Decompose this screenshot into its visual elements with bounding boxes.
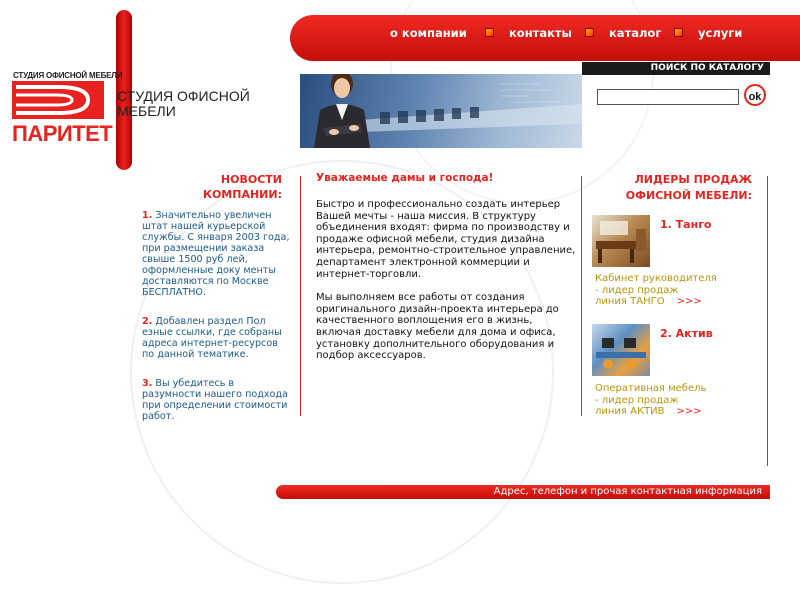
news-number: 2. [142,316,153,327]
nav-bullet-icon [585,28,594,37]
product-desc-line: Кабинет руководителя [595,273,717,284]
nav-item-catalog[interactable]: каталог [609,26,662,40]
more-link[interactable]: >>> [676,296,702,307]
search-input[interactable] [597,89,739,105]
news-title-line1: НОВОСТИ [220,173,282,186]
logo-name[interactable]: ПАРИТЕТ [12,121,113,146]
product-desc-line: - лидер продаж [595,284,679,296]
product-thumbnail-aktiv[interactable] [592,324,650,376]
nav-item-contacts[interactable]: контакты [509,26,572,40]
nav-bullet-icon [674,28,683,37]
mission-paragraph: Мы выполняем все работы от создания оригинального дизайн-проекта интерьера до качественного воплощения его в жизнь, включая доставку мебели для дома и офиса, установку дополнительного оборудования и подбор аксессуаров. [316,292,559,362]
product-thumbnail-tango[interactable] [592,215,650,267]
mission-paragraph: Быстро и профессионально создать интерьер Вашей мечты - наша миссия. В структуру объединения входят: фирма по производству и продаже офисной мебели, студия дизайна интерьера, ремонтно-строительное управление, департамент электронной коммерции и интернет-торговли. [316,199,576,280]
product-desc-line: линия АКТИВ [595,406,665,417]
studio-line1: СТУДИЯ ОФИСНОЙ [117,88,250,104]
top-navigation [290,15,800,61]
leaders-title-line1: ЛИДЕРЫ ПРОДАЖ [634,173,752,186]
news-number: 1. [142,210,153,221]
product-desc-line: Оперативная мебель [595,383,707,394]
news-title [180,172,282,202]
product-desc-line: линия ТАНГО [595,296,665,307]
product-desc-line: - лидер продаж [595,394,679,406]
office-photo-icon [300,74,582,148]
news-title-line2: КОМПАНИИ: [202,188,282,201]
office-desk-icon [592,215,650,267]
studio-line2: МЕБЕЛИ [117,103,176,119]
nav-item-about[interactable]: о компании [390,26,467,40]
product-title-tango[interactable]: 1. Танго [660,218,712,231]
news-list [142,210,292,440]
product-title-aktiv[interactable]: 2. Актив [660,327,713,340]
nav-item-services[interactable]: услуги [698,26,743,40]
product-desc-tango[interactable] [595,273,765,308]
mission-text [316,199,578,374]
news-text: Значительно увеличен штат нашей курьерской службы. С января 2003 года, при размещении заказа свыше 1500 руб лей, оформленные доку менты доставляются по Москве БЕСПЛАТНО. [142,210,290,298]
news-text: Вы убедитесь в разумности нашего подхода при определении стоимости работ. [142,378,288,422]
search-ok-button[interactable]: ok [744,84,766,106]
studio-tagline [117,89,257,119]
office-workstation-icon [592,324,650,376]
leaders-title [600,172,752,204]
greeting-heading: Уважаемые дамы и господа! [316,172,494,184]
logo-caption: СТУДИЯ ОФИСНОЙ МЕБЕЛИ [13,71,123,80]
more-link[interactable]: >>> [676,406,702,417]
product-desc-aktiv[interactable] [595,383,765,418]
column-divider [581,176,582,416]
news-number: 3. [142,378,153,389]
logo-mark[interactable] [12,81,104,119]
news-item[interactable] [142,316,292,360]
search-label: ПОИСК ПО КАТАЛОГУ [650,63,764,73]
leaders-title-line2: ОФИСНОЙ МЕБЕЛИ: [625,189,752,202]
footer-contact-link[interactable]: Адрес, телефон и прочая контактная информация [493,486,762,497]
hero-image [300,74,582,148]
logo-emblem-icon [12,81,104,119]
column-divider [300,176,301,416]
news-item[interactable] [142,210,292,298]
news-text: Добавлен раздел Пол езные ссылки, где собраны адреса интернет-ресурсов по данной тематике. [142,316,282,360]
news-item[interactable] [142,378,292,422]
nav-bullet-icon [485,28,494,37]
column-divider [767,176,768,466]
